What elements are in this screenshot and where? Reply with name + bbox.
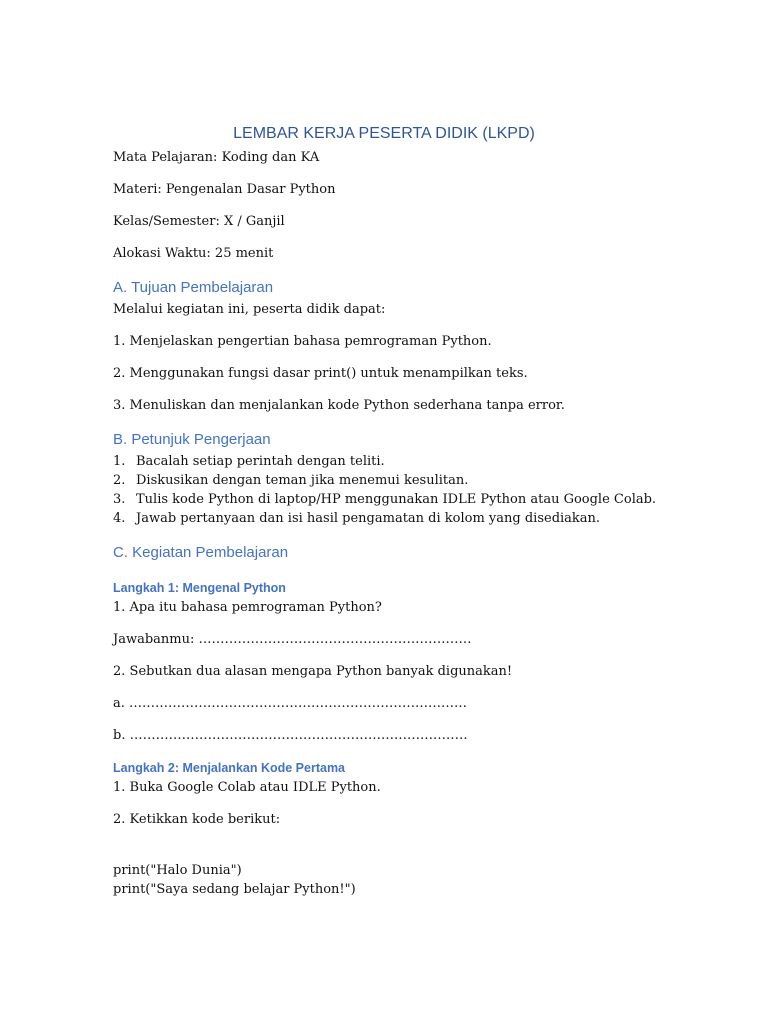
question-1: 1. Apa itu bahasa pemrograman Python?: [113, 600, 382, 615]
petunjuk-item: [113, 492, 656, 508]
tujuan-item: 2. Menggunakan fungsi dasar print() untuk menampilkan teks.: [113, 366, 528, 381]
petunjuk-number: 4.: [113, 511, 126, 526]
step-2-instruction: 1. Buka Google Colab atau IDLE Python.: [113, 780, 381, 795]
step-1-heading: Langkah 1: Mengenal Python: [113, 581, 286, 595]
section-b-heading: B. Petunjuk Pengerjaan: [113, 431, 271, 448]
code-line: print("Saya sedang belajar Python!"): [113, 882, 356, 897]
petunjuk-text: Bacalah setiap perintah dengan teliti.: [136, 454, 385, 469]
section-c-heading: C. Kegiatan Pembelajaran: [113, 544, 289, 561]
answer-line: Jawabanmu: ………………………………………………………: [113, 632, 472, 647]
petunjuk-item: [113, 511, 600, 527]
info-materi: Materi: Pengenalan Dasar Python: [113, 182, 336, 197]
step-2-heading: Langkah 2: Menjalankan Kode Pertama: [113, 761, 346, 775]
petunjuk-text: Jawab pertanyaan dan isi hasil pengamatan di kolom yang disediakan.: [136, 511, 601, 526]
info-alokasi-waktu: Alokasi Waktu: 25 menit: [113, 246, 274, 261]
question-2: 2. Sebutkan dua alasan mengapa Python banyak digunakan!: [113, 664, 513, 679]
petunjuk-number: 3.: [113, 492, 126, 507]
code-line: print("Halo Dunia"): [113, 863, 242, 878]
document-title: LEMBAR KERJA PESERTA DIDIK (LKPD): [233, 125, 535, 142]
petunjuk-number: 2.: [113, 473, 126, 488]
section-a-heading: A. Tujuan Pembelajaran: [113, 279, 274, 296]
petunjuk-item: [113, 454, 385, 470]
info-mata-pelajaran: Mata Pelajaran: Koding dan KA: [113, 150, 320, 165]
step-2-instruction: 2. Ketikkan kode berikut:: [113, 812, 281, 827]
answer-line-a: a. ……………………………………………………………………: [113, 696, 468, 711]
tujuan-item: 1. Menjelaskan pengertian bahasa pemrograman Python.: [113, 334, 492, 349]
petunjuk-text: Diskusikan dengan teman jika menemui kesulitan.: [136, 473, 469, 488]
tujuan-item: 3. Menuliskan dan menjalankan kode Python sederhana tanpa error.: [113, 398, 565, 413]
petunjuk-number: 1.: [113, 454, 126, 469]
petunjuk-item: [113, 473, 468, 489]
info-kelas-semester: Kelas/Semester: X / Ganjil: [113, 214, 285, 229]
petunjuk-text: Tulis kode Python di laptop/HP menggunakan IDLE Python atau Google Colab.: [136, 492, 657, 507]
section-a-intro: Melalui kegiatan ini, peserta didik dapat:: [113, 302, 386, 317]
answer-line-b: b. ……………………………………………………………………: [113, 728, 468, 743]
